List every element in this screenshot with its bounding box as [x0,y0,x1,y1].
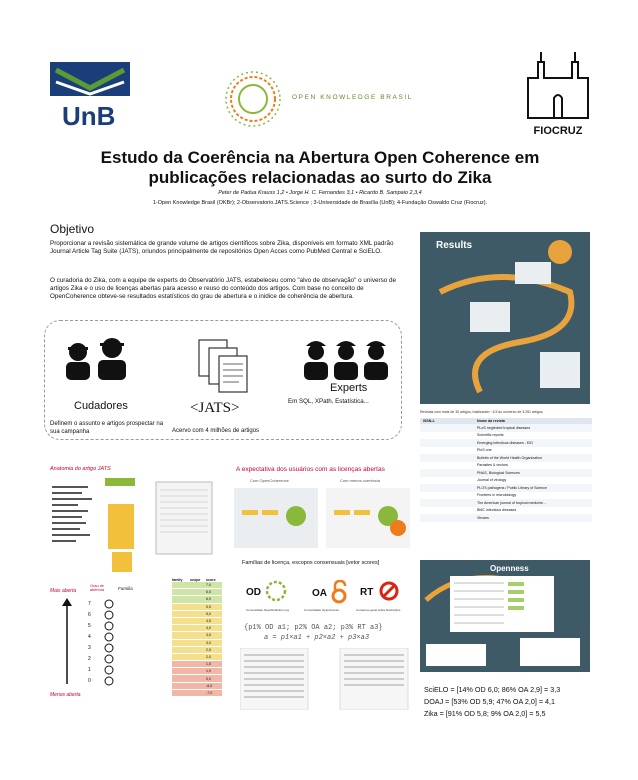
grade-value: 1 [88,666,91,673]
od-caption: Comunidade OpenDefinition.org [246,608,289,612]
journal-name: PNAS, Biological Sciences [477,470,520,475]
experts-label: Experts [330,382,368,394]
table-row [420,484,592,492]
license-rt [360,580,400,602]
score-row [172,683,222,690]
score-value: 7,0 [206,583,211,588]
open-definition-icon [265,580,287,602]
journal-name: PLoS neglected tropical diseases [477,425,531,430]
journal-name: Parasites & vectors [477,463,508,468]
journal-name: The American journal of tropical medicine... [477,500,546,505]
table-row [420,492,592,500]
table-row [420,462,592,470]
coherence-doaj: DOAJ = [53% OD 5,9; 47% OA 2,0] = 4,1 [424,697,556,706]
grade-value: 4 [88,633,91,640]
table-row [420,447,592,455]
formula-1: {p1% OD a1; p2% OA a2; p3% RT a3} [244,624,383,632]
grade-value: 5 [88,622,91,629]
th-scope: scope [190,578,201,582]
score-value: 2,5 [206,647,211,652]
score-table [172,578,222,697]
license-oa [312,580,347,604]
curators-desc: Definem o assunto e artigos prospectar na sua campanha [50,421,164,435]
score-row [172,632,222,639]
table-row [420,499,592,507]
table-row [420,469,592,477]
license-badge-icon [104,632,114,642]
scale-arrow [60,596,74,688]
curators-icon [58,332,138,382]
score-row [172,589,222,596]
grade-row [88,642,148,653]
score-value: 6,0 [206,597,211,602]
expectativa-diagram [234,488,414,548]
journal-name: Viruses [477,515,489,520]
poster-title [40,148,600,188]
table-row [420,432,592,440]
table-row [420,454,592,462]
anatomy-title: Anatomia do artigo JATS [50,466,111,472]
od-label: OD [246,587,261,599]
score-row [172,640,222,647]
expectativa-title: A expectativa dos usuários com as licenças abertas [236,466,385,473]
scale-bottom-label: Menos aberta [50,692,81,698]
grade-row [88,675,148,686]
journal-name: PloS one [477,448,492,453]
grade-row [88,631,148,642]
grade-value: 7 [88,600,91,607]
experts-icon [296,336,396,382]
documents-icon [195,338,251,394]
anatomy-xml-panel [50,476,220,581]
score-table-header [172,578,222,582]
results-title: Results [436,240,473,251]
objetivo-para-1: Proporcionar a revisão sistemática de grande volume de artigos científicos sobre Zika, disponíveis em formato XML padrão Journal Article Tag Suite (JATS), oriundos principalmente de repositórios Open Acces como PubMed Central e SciELO. [50,240,394,255]
expectativa-left-label: Com OpenCoherence [250,478,289,483]
objetivo-para-2: O curadoria do Zika, com a equipe de experts do Observatório JATS, estabeleceu como "alvo de observação" o universo de artigos Zika e o uso de licenças abertas para acesso e reuso do conteúdo dos artigos. Com base no conceito de OpenCoherence obteve-se resultados estatísticos do grau de abertura e o inidice de coherência de abertura. [50,277,396,300]
unb-emblem-icon [50,62,130,96]
scale-top-label: Mais aberta [50,588,77,594]
grade-row [88,620,148,631]
grade-row [88,653,148,664]
table-row [420,439,592,447]
coherence-scielo: SciELO = [14% OD 6,0; 86% OA 2,9] = 3,3 [424,685,561,694]
grade-list [88,598,148,686]
table-row [420,477,592,485]
results-panel [420,232,590,404]
score-row [172,654,222,661]
results-table [420,418,592,522]
grade-value: 3 [88,644,91,651]
score-row [172,604,222,611]
scale-col1: Grau de abertura [89,584,105,592]
score-value: 4,0 [206,626,211,631]
th-score: score [206,578,216,582]
unb-logo-text: UnB [62,101,116,131]
jats-label: <JATS> [190,400,240,416]
score-row [172,582,222,589]
expectativa-right-label: Com menos coerência [340,478,381,483]
scale-col2: Família [118,586,133,591]
rt-caption: Consenso geral sobre Restrições [356,608,401,612]
grade-value: 6 [88,611,91,618]
okbr-logo-text: OPEN KNOWLEDGE BRASIL [292,94,414,101]
score-value: 1,0 [206,669,211,674]
score-value: -7,0 [206,690,213,695]
authors: Peter de Padua Krauss 1,2 • Jorge H. C. Fernandes 3,1 • Ricardo B. Sampaio 2,3,4 [218,190,422,196]
score-value: 3,5 [206,633,211,638]
okbr-logo [224,70,424,130]
score-value: -6,0 [206,683,213,688]
col-journal: Nome da revista [477,419,505,423]
score-value: 3,0 [206,640,211,645]
score-value: 2,0 [206,654,211,659]
openness-table-graphic [420,560,590,672]
table-row [420,514,592,522]
open-access-lock-icon [331,580,347,604]
score-row [172,668,222,675]
score-row [172,647,222,654]
openness-title: Openness [490,564,529,573]
grade-value: 2 [88,655,91,662]
results-roadmap-graphic [420,232,590,404]
oa-label: OA [312,588,327,600]
license-mini-tables [240,648,410,710]
license-badge-icon [104,654,114,664]
journal-name: Emerging infectious diseases - EID [477,440,533,445]
score-value: 1,5 [206,662,211,667]
grade-value: 0 [88,677,91,684]
journal-name: PLOS pathogens / Public Library of Science [477,485,547,490]
curators-label: Cudadores [74,400,128,412]
score-value: 5,0 [206,611,211,616]
score-row [172,675,222,682]
formula-2: a = p1×a1 + p2×a2 + p3×a3 [264,634,370,642]
license-badge-icon [104,610,114,620]
fiocruz-logo-text: FIOCRUZ [533,125,583,137]
score-value: 4,5 [206,619,211,624]
table-row [420,424,592,432]
license-od [246,580,287,602]
title-line-1: Estudo da Coerência na Abertura Open Coherence em [100,148,540,167]
score-row [172,596,222,603]
experts-desc: Em SQL, XPath, Estatística... [288,398,369,405]
fiocruz-logo [520,48,596,136]
license-badge-icon [104,621,114,631]
grade-row [88,664,148,675]
objetivo-heading: Objetivo [50,222,95,236]
coherence-zika: Zika = [91% OD 5,8; 9% OA 2,0] = 5,5 [424,709,546,718]
score-value: 5,5 [206,604,211,609]
license-badge-icon [104,665,114,675]
okbr-sun-icon [224,70,282,128]
fiocruz-castle-icon [520,48,596,120]
journal-name: Scientific reports [477,433,504,438]
table-row [420,507,592,515]
grade-row [88,609,148,620]
rt-label: RT [360,587,374,599]
score-row [172,661,222,668]
coherence-results [424,684,560,720]
openness-panel [420,560,590,672]
anatomy-diagram [50,476,220,581]
score-value: 0,0 [206,676,211,681]
title-line-2: publicações relacionadas ao surto do Zika [148,168,492,187]
journal-name: Journal of virology [477,478,507,483]
restricted-icon [378,580,400,602]
score-row [172,625,222,632]
license-badge-icon [104,599,114,609]
jats-desc: Acervo com 4 milhões de artigos [172,428,260,434]
score-value: 6,5 [206,590,211,595]
oa-caption: Comunidade OpenAccess [304,608,339,612]
journal-name: BMC infectious diseases [477,508,517,513]
score-row [172,618,222,625]
col-issn: ISSN-L [423,419,435,423]
results-table-caption: Revistas com mais de 30 artigos, totalizando ~1/3 do universo de 3.251 artigos. [420,410,544,414]
score-row [172,611,222,618]
families-title: Famílias de licença, escopos consensuais [vetor scores] [242,560,380,566]
journal-name: Frontiers in microbiology [477,493,517,498]
license-badge-icon [104,676,114,686]
unb-logo [50,62,130,131]
affiliations: 1-Open Knowledge Brasil (OKBr); 2-Observatorio.JATS.Science ; 3-Universidade de Brasília (UnB); 4-Fundação Oswaldo Cruz (Fiocruz). [152,200,488,206]
th-family: family [172,578,183,582]
journal-name: Bulletin of the World Health Organization [477,455,542,460]
score-row [172,690,222,697]
license-badge-icon [104,643,114,653]
grade-row [88,598,148,609]
